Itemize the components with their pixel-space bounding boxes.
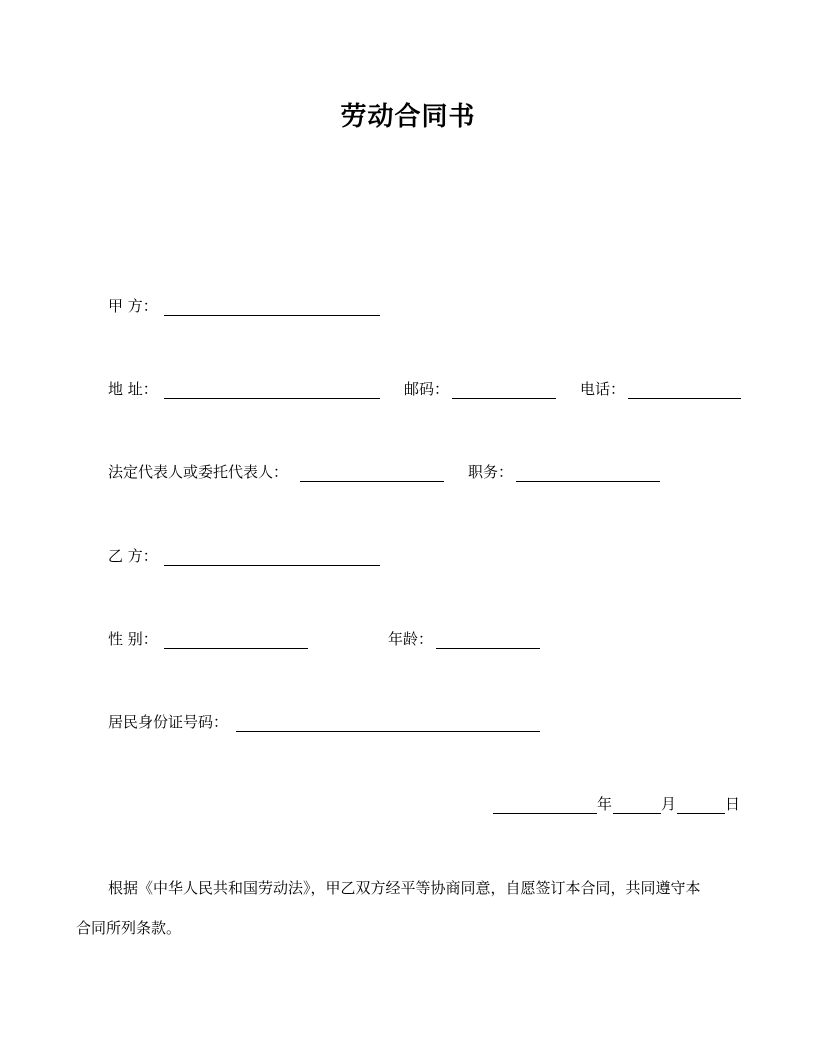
party-b-name-field[interactable] <box>164 565 380 566</box>
party-a-name-label: 甲 方： <box>108 297 158 315</box>
party-b-name-label: 乙 方： <box>108 547 158 565</box>
party-a-position-field[interactable] <box>516 481 660 482</box>
party-b-gender-row <box>108 627 548 651</box>
date-month-label: 月 <box>661 795 677 813</box>
party-a-name-field[interactable] <box>164 315 380 316</box>
party-b-id-field[interactable] <box>236 731 540 732</box>
party-b-age-field[interactable] <box>436 648 540 649</box>
party-a-representative-row <box>108 460 668 484</box>
party-a-phone-label: 电话： <box>580 380 626 398</box>
party-a-address-field[interactable] <box>164 398 380 399</box>
party-b-name-row <box>108 544 408 568</box>
preamble-line-2: 合同所列条款。 <box>76 919 182 937</box>
date-day-field[interactable] <box>677 813 725 814</box>
document-title: 劳动合同书 <box>340 102 476 132</box>
party-a-representative-label: 法定代表人或委托代表人： <box>108 463 289 481</box>
signing-date-row <box>0 792 816 816</box>
party-b-id-row <box>108 710 548 734</box>
date-year-field[interactable] <box>493 813 597 814</box>
party-b-gender-field[interactable] <box>164 648 308 649</box>
party-a-postcode-field[interactable] <box>452 398 556 399</box>
date-month-field[interactable] <box>613 813 661 814</box>
date-day-label: 日 <box>725 795 741 813</box>
date-year-label: 年 <box>597 795 613 813</box>
party-a-postcode-label: 邮码： <box>404 380 450 398</box>
party-a-name-row <box>108 294 408 318</box>
party-b-age-label: 年龄： <box>388 630 434 648</box>
party-b-id-label: 居民身份证号码： <box>108 713 229 731</box>
party-a-phone-field[interactable] <box>628 398 741 399</box>
party-a-address-label: 地 址： <box>108 380 158 398</box>
party-a-address-row <box>108 377 748 401</box>
party-a-representative-field[interactable] <box>300 481 444 482</box>
party-a-position-label: 职务： <box>468 463 514 481</box>
preamble-line-1: 根据《中华人民共和国劳动法》，甲乙双方经平等协商同意，自愿签订本合同，共同遵守本 <box>108 879 701 897</box>
party-b-gender-label: 性 别： <box>108 630 158 648</box>
